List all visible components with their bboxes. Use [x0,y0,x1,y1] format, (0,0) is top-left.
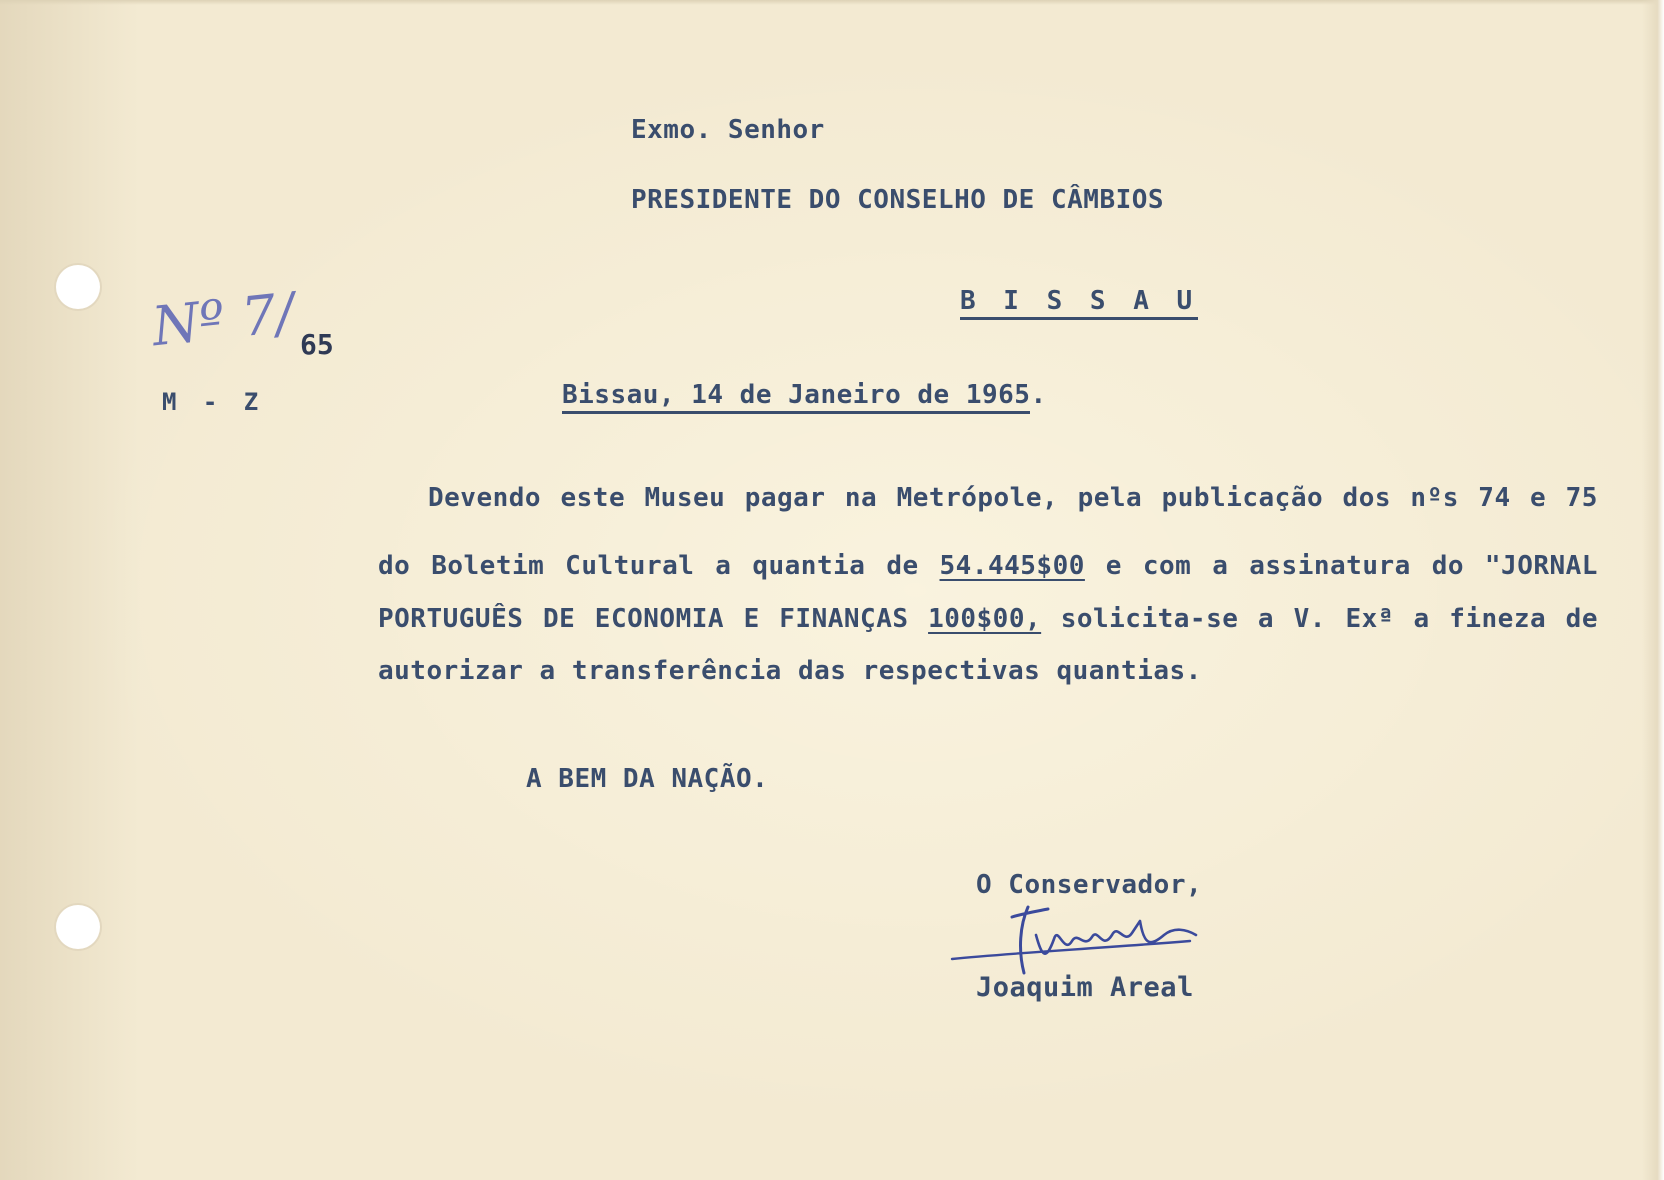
word: de [886,551,919,581]
word: publicação [1161,483,1324,513]
addressee: PRESIDENTE DO CONSELHO DE CÂMBIOS [631,185,1165,215]
word: Metrópole, [896,483,1059,513]
word: Devendo [428,483,542,513]
body-line-1 [428,483,1598,513]
date-text: Bissau, 14 de Janeiro de 1965 [562,380,1030,414]
closing-formula: A BEM DA NAÇÃO. [526,764,769,794]
word: e [1530,483,1547,513]
reference-number: Nº 7/ [149,280,298,359]
amount-boletim: 54.445$00 [939,551,1085,581]
word: Exª [1345,604,1394,634]
signer-name: Joaquim Areal [976,972,1194,1003]
salutation: Exmo. Senhor [631,115,825,145]
word: a [715,551,732,581]
word: Cultural [565,551,695,581]
punch-hole-bottom [56,905,100,949]
word: a [1212,551,1229,581]
body-line-2 [378,551,1598,581]
body-line-3 [378,604,1598,634]
word: nºs [1410,483,1459,513]
word: V. [1293,604,1326,634]
word: este [560,483,626,513]
word: do [378,551,411,581]
date-line [562,380,1047,410]
date-period: . [1030,380,1047,410]
word: PORTUGUÊS [378,604,524,634]
word: quantia [752,551,866,581]
word: ECONOMIA [594,604,725,634]
word: pagar [744,483,826,513]
word: 75 [1565,483,1598,513]
punch-hole-top [56,265,100,309]
word: Boletim [431,551,545,581]
word: com [1142,551,1192,581]
paper-top-edge [0,0,1664,5]
amount-jornal: 100$00, [928,604,1042,634]
word: FINANÇAS [779,604,909,634]
body-line-4 [378,656,1598,686]
word: do [1431,551,1464,581]
body-last-line: autorizar a transferência das respectivas quantias. [378,656,1202,686]
word: "JORNAL [1484,551,1598,581]
word: DE [542,604,576,634]
word: Museu [644,483,726,513]
word: pela [1077,483,1143,513]
reference-year: 65 [300,328,334,361]
city-heading: B I S S A U [960,286,1198,320]
word: a [1257,604,1275,634]
paper-right-edge [1642,0,1664,1180]
word: fineza [1449,604,1547,634]
signoff: O Conservador, [976,870,1203,900]
word: assinatura [1249,551,1411,581]
word: de [1565,604,1598,634]
word: 74 [1478,483,1511,513]
word: a [1413,604,1430,634]
word: e [1105,551,1122,581]
word: E [743,604,760,634]
word: solicita-se [1060,604,1239,634]
word: dos [1342,483,1392,513]
reference-code: M - Z [162,388,265,416]
word: na [844,483,878,513]
